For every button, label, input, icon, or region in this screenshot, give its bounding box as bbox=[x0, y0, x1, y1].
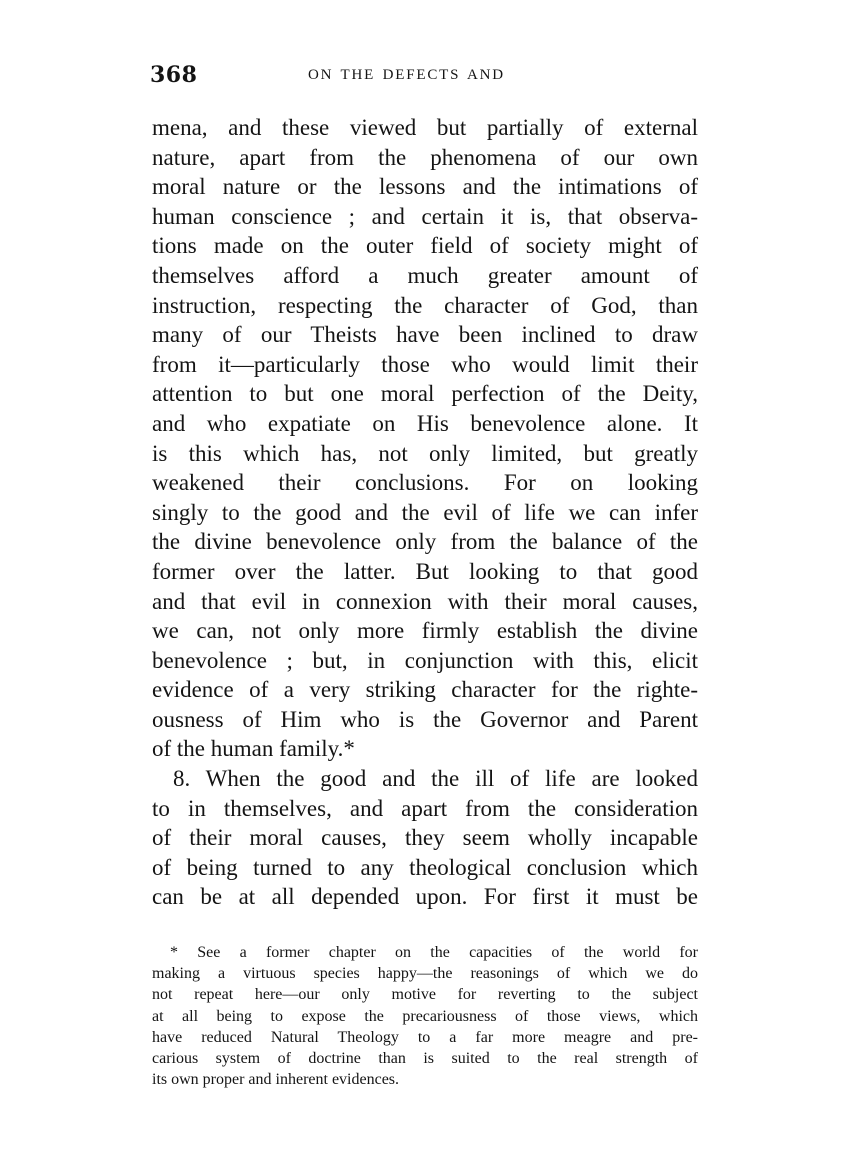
body-line: of being turned to any theological conclusion which bbox=[152, 854, 698, 880]
footnote-line: making a virtuous species happy—the reasonings of which we do bbox=[152, 965, 698, 983]
footnote-line: at all being to expose the precariousness of those views, which bbox=[152, 1007, 698, 1025]
body-line: to in themselves, and apart from the consideration bbox=[152, 795, 698, 821]
running-head-title: ON THE DEFECTS AND bbox=[308, 67, 505, 83]
body-line: many of our Theists have been inclined to draw bbox=[152, 322, 698, 348]
body-line: we can, not only more firmly establish the divine bbox=[152, 618, 698, 644]
body-line: instruction, respecting the character of God, than bbox=[152, 292, 698, 318]
body-line: moral nature or the lessons and the intimations of bbox=[152, 174, 698, 200]
body-line: of the human family.* bbox=[152, 736, 355, 762]
body-line: themselves afford a much greater amount of bbox=[152, 262, 698, 288]
footnote-line: * See a former chapter on the capacities of the world for bbox=[170, 944, 698, 961]
page-number: 368 bbox=[150, 62, 198, 88]
footnote-line: its own proper and inherent evidences. bbox=[152, 1071, 400, 1089]
body-line: can be at all depended upon. For first it must be bbox=[152, 884, 698, 910]
body-line: human conscience ; and certain it is, that observa- bbox=[152, 203, 698, 229]
body-line: is this which has, not only limited, but greatly bbox=[152, 440, 698, 466]
body-line: from it—particularly those who would limit their bbox=[152, 351, 698, 377]
body-line: tions made on the outer field of society might of bbox=[152, 233, 698, 259]
body-line: attention to but one moral perfection of the Deity, bbox=[152, 381, 698, 407]
body-line: nature, apart from the phenomena of our own bbox=[152, 144, 698, 170]
body-line: singly to the good and the evil of life we can infer bbox=[152, 499, 698, 525]
body-line: weakened their conclusions. For on looking bbox=[152, 470, 698, 496]
body-line: ousness of Him who is the Governor and Parent bbox=[152, 706, 698, 732]
body-line: and who expatiate on His benevolence alone. It bbox=[152, 410, 698, 436]
footnote-line: have reduced Natural Theology to a far more meagre and pre- bbox=[152, 1028, 698, 1046]
body-line: evidence of a very striking character for the righte- bbox=[152, 677, 698, 703]
body-line: mena, and these viewed but partially of external bbox=[152, 115, 698, 140]
body-line: and that evil in connexion with their moral causes, bbox=[152, 588, 698, 614]
body-line: benevolence ; but, in conjunction with this, elicit bbox=[152, 647, 698, 673]
body-line: of their moral causes, they seem wholly incapable bbox=[152, 825, 698, 851]
footnote bbox=[152, 942, 698, 1090]
footnote-line: carious system of doctrine than is suited to the real strength of bbox=[152, 1049, 698, 1067]
body-line: former over the latter. But looking to that good bbox=[152, 558, 698, 584]
paragraph-start-line: 8. When the good and the ill of life are looked bbox=[173, 766, 698, 792]
running-head bbox=[150, 62, 700, 92]
body-text bbox=[152, 113, 698, 912]
body-line: the divine benevolence only from the balance of the bbox=[152, 529, 698, 555]
footnote-line: not repeat here—our only motive for reverting to the subject bbox=[152, 986, 698, 1004]
